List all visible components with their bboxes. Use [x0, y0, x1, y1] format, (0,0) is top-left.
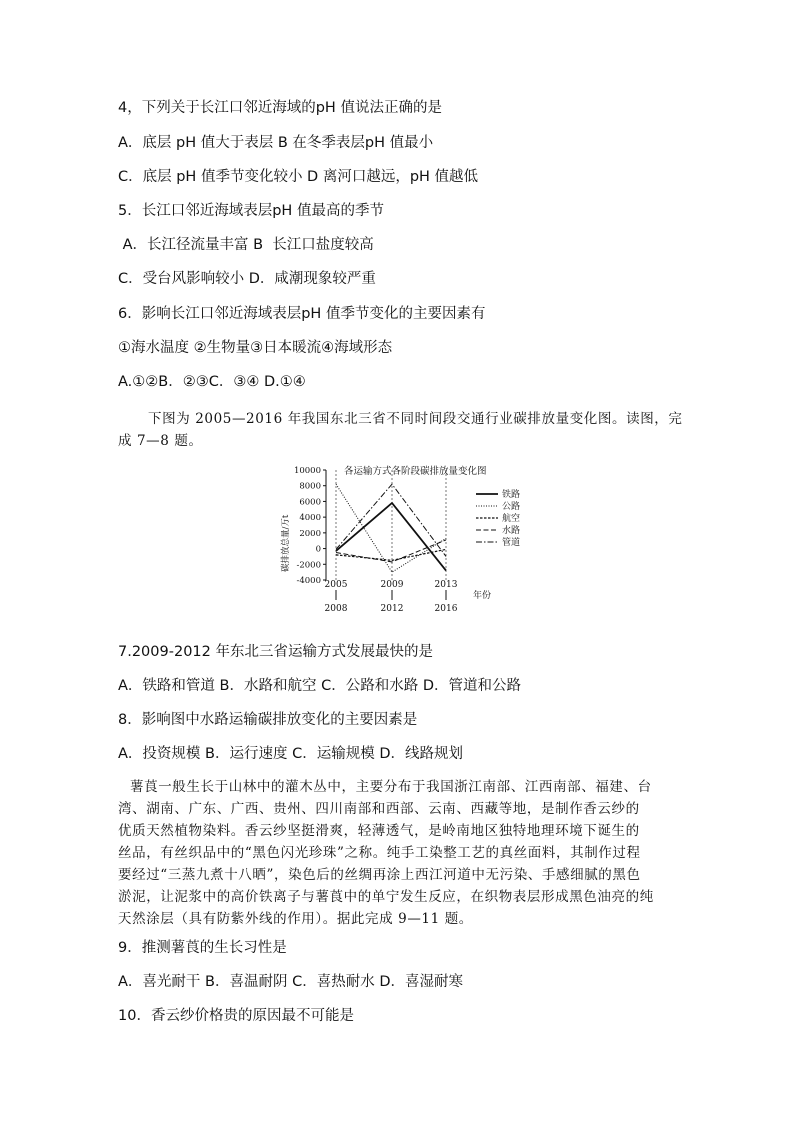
question-6-options: A.①②B．②③C．③④ D.①④ — [118, 374, 306, 390]
x-tick-label-start: 2009 — [380, 580, 404, 590]
x-tick-label-start: 2013 — [434, 580, 458, 590]
series-line-2 — [336, 484, 446, 572]
legend-label-2: 公路 — [502, 502, 521, 512]
x-tick-label-end: 2008 — [324, 604, 348, 614]
passage-line-6: 淤泥，让泥浆中的高价铁离子与薯莨中的单宁发生反应，在织物表层形成黑色油亮的纯 — [118, 889, 654, 905]
passage-line-4: 丝品，有丝织品中的“黑色闪光珍珠”之称。纯手工染整工艺的真丝面料，其制作过程 — [118, 845, 641, 861]
question-4-options-cd: C．底层 pH 值季节变化较小 D 离河口越远，pH 值越低 — [118, 169, 479, 185]
question-8-options: A．投资规模 B．运行速度 C．运输规模 D．线路规划 — [118, 746, 463, 762]
question-4-options-ab: A．底层 pH 值大于表层 B 在冬季表层pH 值最小 — [118, 135, 434, 151]
x-tick-label-start: 2005 — [324, 580, 348, 590]
question-5-options-ab: A．长江径流量丰富 B 长江口盐度较高 — [118, 237, 374, 253]
legend-label-1: 铁路 — [502, 490, 521, 500]
y-tick-label: 8000 — [299, 481, 321, 492]
y-tick-label: -4000 — [296, 576, 321, 586]
question-9-options: A．喜光耐干 B．喜温耐阴 C．喜热耐水 D．喜湿耐寒 — [118, 974, 463, 990]
passage-line-7: 天然涂层（具有防紫外线的作用）。据此完成 9—11 题。 — [118, 911, 473, 927]
y-tick-label: 2000 — [299, 528, 321, 539]
series-line-1 — [336, 503, 446, 571]
question-6-factors: ①海水温度 ②生物量③日本暖流④海域形态 — [118, 340, 393, 356]
x-tick-label-end: 2016 — [434, 604, 458, 614]
x-axis-label: 年份 — [473, 591, 492, 601]
question-5: 5．长江口邻近海域表层pH 值最高的季节 — [118, 203, 384, 219]
legend-label-5: 管道 — [502, 538, 521, 548]
question-7: 7.2009-2012 年东北三省运输方式发展最快的是 — [118, 644, 433, 660]
legend-label-4: 水路 — [502, 526, 521, 536]
series-line-5 — [336, 484, 446, 556]
passage-line-2: 湾、湖南、广东、广西、贵州、四川南部和西部、云南、西藏等地，是制作香云纱的 — [118, 801, 640, 817]
x-tick-label-end: 2012 — [380, 604, 404, 614]
y-tick-label: 6000 — [299, 497, 321, 508]
passage-line-1: 薯莨一般生长于山林中的灌木丛中，主要分布于我国浙江南部、江西南部、福建、台 — [130, 779, 652, 795]
chart-title: 各运输方式各阶段碳排放量变化图 — [344, 466, 487, 477]
question-8: 8．影响图中水路运输碳排放变化的主要因素是 — [118, 712, 418, 728]
question-10: 10．香云纱价格贵的原因最不可能是 — [118, 1008, 354, 1024]
question-9: 9．推测薯莨的生长习性是 — [118, 940, 287, 956]
legend-label-3: 航空 — [502, 514, 521, 524]
y-tick-label: 10000 — [293, 466, 321, 476]
y-tick-label: -2000 — [296, 560, 321, 571]
chart-intro-line-2: 成 7—8 题。 — [118, 433, 203, 449]
passage-line-5: 要经过“三蒸九煮十八晒”，染色后的丝绸再涂上西江河道中无污染、手感细腻的黑色 — [118, 867, 641, 883]
passage-line-3: 优质天然植物染料。香云纱坚挺滑爽，轻薄透气，是岭南地区独特地理环境下诞生的 — [118, 823, 640, 839]
question-7-options: A．铁路和管道 B．水路和航空 C．公路和水路 D．管道和公路 — [118, 678, 521, 694]
question-5-options-cd: C．受台风影响较小 D．咸潮现象较严重 — [118, 271, 376, 287]
chart-intro-line-1: 下图为 2005—2016 年我国东北三省不同时间段交通行业碳排放量变化图。读图，完 — [148, 411, 683, 427]
y-tick-label: 0 — [315, 544, 321, 555]
y-axis-label: 碳排放总量/万t — [281, 514, 291, 572]
y-tick-label: 4000 — [299, 513, 321, 524]
question-4: 4，下列关于长江口邻近海域的pH 值说法正确的是 — [118, 100, 442, 116]
carbon-emission-chart — [268, 460, 538, 620]
question-6: 6．影响长江口邻近海域表层pH 值季节变化的主要因素有 — [118, 306, 486, 322]
